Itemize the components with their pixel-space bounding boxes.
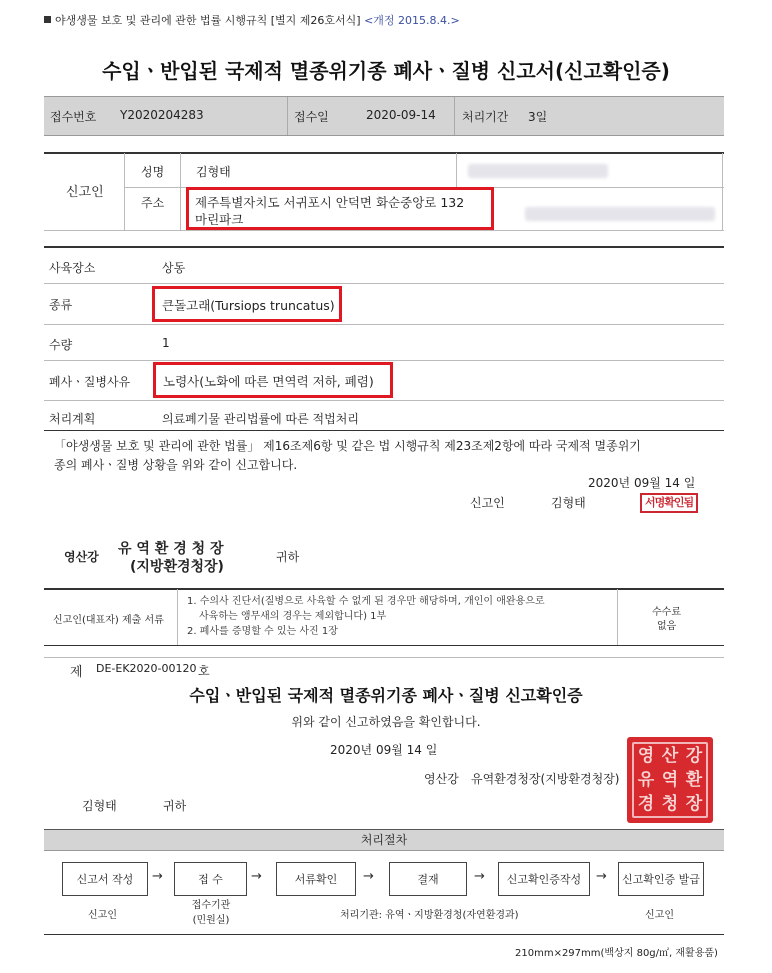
document-item-1: 1. 수의사 진단서(질병으로 사육할 수 없게 된 경우만 해당하며, 개인이 애완용으로 bbox=[187, 596, 545, 607]
address-label: 주소 bbox=[141, 196, 165, 210]
step-document-check: 서류확인 bbox=[276, 862, 356, 896]
signer-name: 김형태 bbox=[551, 496, 586, 510]
certificate-title: 수입ㆍ반입된 국제적 멸종위기종 폐사ㆍ질병 신고확인증 bbox=[189, 686, 583, 705]
certificate-no-label: 제 bbox=[70, 665, 83, 680]
issuer-name: 유역환경청장(지방환경청장) bbox=[471, 772, 620, 786]
documents-list bbox=[187, 594, 545, 639]
receipt-number-label: 접수번호 bbox=[50, 110, 97, 124]
revision-note: <개정 2015.8.4.> bbox=[364, 14, 460, 27]
fee-label: 수수료 bbox=[652, 607, 681, 618]
seal-glyph: 산 bbox=[661, 746, 679, 766]
receipt-number: Y2020204283 bbox=[120, 108, 204, 122]
declaration-date: 2020년 09월 14 일 bbox=[588, 476, 696, 490]
seal-glyph: 영 bbox=[637, 746, 655, 766]
processing-period-label: 처리기간 bbox=[462, 110, 509, 124]
certificate-date: 2020년 09월 14 일 bbox=[330, 743, 438, 757]
signer-label: 신고인 bbox=[470, 496, 505, 510]
arrow-right-icon: → bbox=[474, 869, 485, 884]
quantity-label: 수량 bbox=[49, 338, 73, 352]
form-reference bbox=[44, 12, 460, 28]
document-item-1-cont: 사육하는 앵무새의 경우는 제외합니다) 1부 bbox=[199, 611, 387, 622]
certificate-recipient-name: 김형태 bbox=[82, 799, 117, 813]
processing-period: 3일 bbox=[528, 110, 548, 124]
seal-glyph: 환 bbox=[685, 770, 703, 790]
reporter-address-line2: 마린파크 bbox=[195, 212, 244, 227]
seal-glyph: 장 bbox=[685, 794, 703, 814]
seal-glyph: 청 bbox=[661, 794, 679, 814]
receipt-date: 2020-09-14 bbox=[366, 108, 436, 122]
arrow-right-icon: → bbox=[251, 869, 262, 884]
redacted-field bbox=[525, 207, 715, 221]
actor-receiver-line2: (민원실) bbox=[192, 915, 230, 926]
arrow-right-icon: → bbox=[596, 869, 607, 884]
step-write-certificate: 신고확인증작성 bbox=[498, 862, 590, 896]
reporter-address-line1: 제주특별자치도 서귀포시 안덕면 화순중앙로 132 bbox=[195, 195, 465, 210]
location-label: 사육장소 bbox=[49, 261, 96, 275]
recipient-region: 영산강 bbox=[64, 550, 99, 564]
signature-confirmed-stamp: 서명확인됨 bbox=[640, 493, 698, 513]
step-write-report: 신고서 작성 bbox=[62, 862, 148, 896]
redacted-field bbox=[468, 164, 608, 178]
actor-receiver-line1: 접수기관 bbox=[191, 900, 231, 911]
name-label: 성명 bbox=[141, 165, 165, 179]
plan-value: 의료폐기물 관리법률에 따른 적법처리 bbox=[162, 412, 359, 426]
certificate-recipient-honorific: 귀하 bbox=[163, 799, 187, 813]
fee-value: 없음 bbox=[657, 621, 677, 632]
square-bullet-icon bbox=[44, 16, 51, 23]
seal-glyph: 강 bbox=[685, 746, 703, 766]
reason-value: 노령사(노화에 따른 면역력 저하, 폐렴) bbox=[163, 374, 374, 389]
seal-glyph: 경 bbox=[637, 794, 655, 814]
actor-processor: 처리기관: 유역ㆍ지방환경청(자연환경과) bbox=[340, 910, 519, 921]
law-reference: 야생생물 보호 및 관리에 관한 법률 시행규칙 [별지 제26호서식] bbox=[55, 14, 361, 27]
species-value: 큰돌고래(Tursiops truncatus) bbox=[162, 298, 335, 313]
actor-final: 신고인 bbox=[645, 910, 674, 921]
seal-glyph: 유 bbox=[637, 770, 655, 790]
plan-label: 처리계획 bbox=[49, 412, 96, 426]
step-receive: 접 수 bbox=[174, 862, 247, 896]
procedure-header: 처리절차 bbox=[44, 829, 724, 851]
receipt-date-label: 접수일 bbox=[294, 110, 329, 124]
certificate-confirm: 위와 같이 신고하였음을 확인합니다. bbox=[291, 715, 481, 729]
declaration-line2: 종의 폐사ㆍ질병 상황을 위와 같이 신고합니다. bbox=[54, 458, 298, 472]
form-title: 수입ㆍ반입된 국제적 멸종위기종 폐사ㆍ질병 신고서(신고확인증) bbox=[102, 59, 670, 83]
recipient-office-line1: 유 역 환 경 청 장 bbox=[118, 541, 224, 557]
paper-spec: 210mm×297mm(백상지 80g/㎡, 재활용품) bbox=[515, 948, 718, 959]
certificate-no-suffix: 호 bbox=[198, 664, 210, 678]
declaration-text bbox=[54, 437, 724, 475]
issuer-region: 영산강 bbox=[424, 772, 459, 786]
step-approval: 결재 bbox=[389, 862, 467, 896]
location-value: 상동 bbox=[162, 261, 186, 275]
reporter-name: 김형태 bbox=[196, 165, 231, 179]
reporter-section-label: 신고인 bbox=[66, 185, 104, 200]
seal-glyph: 역 bbox=[661, 770, 679, 790]
species-label: 종류 bbox=[49, 298, 73, 312]
certificate-no: DE-EK2020-00120 bbox=[96, 662, 197, 675]
arrow-right-icon: → bbox=[152, 869, 163, 884]
arrow-right-icon: → bbox=[363, 869, 374, 884]
quantity-value: 1 bbox=[162, 336, 170, 350]
recipient-honorific: 귀하 bbox=[276, 550, 300, 564]
actor-reporter: 신고인 bbox=[88, 910, 117, 921]
declaration-line1: 「야생생물 보호 및 관리에 관한 법률」 제16조제6항 및 같은 법 시행규칙 제23조제2항에 따라 국제적 멸종위기 bbox=[54, 439, 641, 453]
reason-label: 폐사ㆍ질병사유 bbox=[49, 375, 131, 389]
step-issue-certificate: 신고확인증 발급 bbox=[618, 862, 704, 896]
document-item-2: 2. 폐사를 증명할 수 있는 사진 1장 bbox=[187, 626, 338, 637]
actor-receiver bbox=[184, 898, 238, 928]
recipient-office-line2: (지방환경청장) bbox=[130, 559, 224, 575]
official-seal bbox=[627, 737, 713, 823]
documents-label: 신고인(대표자) 제출 서류 bbox=[53, 615, 164, 626]
receipt-bar bbox=[44, 96, 724, 136]
